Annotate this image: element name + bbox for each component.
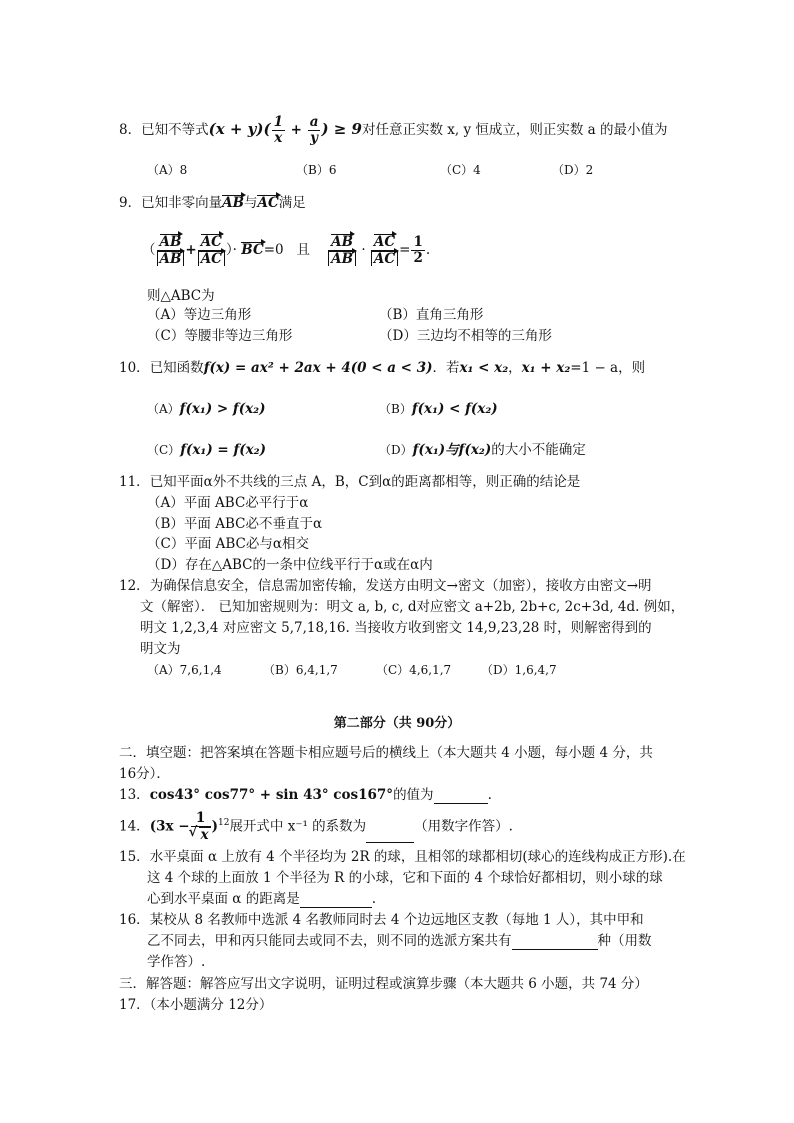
q11-option-a: （A）平面 ABC必平行于α [147, 495, 309, 511]
q9-condition: （ $\frac{AB}{AB}$ + $\frac{AC}{AC}$ ）· BC=0 且 $\frac{AB}{AB}$ · $\frac{AC}{AC}$ = $\frac{1}{2}$ . [142, 234, 431, 267]
q11-option-b: （B）平面 ABC必不垂直于α [147, 516, 323, 532]
q12-option-c: （C）4,6,1,7 [376, 663, 452, 677]
question-10: 10．已知函数f(x) = ax² + 2ax + 4(0 < a < 3)．若x₁ < x₂，x₁ + x₂=1 − a，则 [119, 360, 646, 376]
question-9: 9．已知非零向量AB与AC满足 [119, 195, 306, 211]
q15-line-2: 这 4 个球的上面放 1 个半径为 R 的小球，它和下面的 4 个球恰好都相切，则小球的球 [147, 870, 663, 886]
vector-bc: BC [241, 242, 264, 258]
q10-option-d: （D）f(x₁)与f(x₂)的大小不能确定 [379, 442, 586, 458]
question-17: 17．（本小题满分 12分） [119, 997, 273, 1013]
answer-blank[interactable] [366, 828, 414, 843]
question-16: 16．某校从 8 名教师中选派 4 名教师同时去 4 个边远地区支教（每地 1 人），其中甲和 [119, 912, 644, 928]
q11-option-c: （C）平面 ABC必与α相交 [147, 536, 309, 552]
fraction-a-over-y: $\frac{a}{y}$ [309, 114, 319, 146]
question-14: 14．(3x − 1 √ x )$^{12}$展开式中 x⁻¹ 的系数为 （用数字作答）. [119, 811, 513, 843]
unit-vector-ac-2: $\frac{AC}{AC}$ [371, 234, 398, 267]
unit-vector-ab: $\frac{AB}{AB}$ [157, 234, 185, 267]
vector-ab: AB [222, 195, 244, 211]
fill-in-instructions: 二．填空题：把答案填在答题卡相应题号后的横线上（本大题共 4 小题，每小题 4 分，共 [119, 745, 653, 761]
unit-vector-ac: $\frac{AC}{AC}$ [198, 234, 225, 267]
question-text: 对任意正实数 x, y 恒成立，则正实数 a 的最小值为 [361, 122, 668, 138]
q16-line-3: 学作答）. [147, 954, 206, 970]
part-two-heading: 第二部分（共 90分） [333, 716, 461, 731]
fraction-one-half: $\frac{1}{2}$ [413, 234, 423, 266]
q12-option-b: （B）6,4,1,7 [263, 663, 338, 677]
q16-line-2: 乙不同去，甲和丙只能同去或同不去，则不同的选派方案共有 种（用数 [147, 933, 652, 949]
vector-ac: AC [257, 195, 279, 211]
fill-in-instructions-2: 16分）． [119, 766, 170, 782]
q15-line-3: 心到水平桌面 α 的距离是 . [147, 891, 376, 907]
q12-line-2: 文（解密）． 已知加密规则为：明文 a, b, c, d对应密文 a+2b, 2b+c, 2c+3d, 4d. 例如， [140, 599, 685, 615]
answer-blank[interactable] [300, 893, 372, 908]
q9-option-d: （D）三边均不相等的三角形 [379, 328, 552, 344]
q9-then: 则△ABC为 [147, 288, 215, 304]
question-13: 13．cos43° cos77° + sin 43° cos167°的值为 . [119, 787, 492, 803]
question-12: 12．为确保信息安全，信息需加密传输，发送方由明文→密文（加密），接收方由密文→明 [119, 578, 652, 594]
function-definition: f(x) = ax² + 2ax + 4(0 < a < 3) [203, 360, 433, 376]
question-text: 已知不等式 [141, 122, 209, 138]
inequality-part: ) ≥ 9 [321, 120, 362, 138]
unit-vector-ab-2: $\frac{AB}{AB}$ [328, 234, 356, 267]
q10-option-c: （C）f(x₁) = f(x₂) [147, 442, 266, 458]
q12-option-d: （D）1,6,4,7 [481, 663, 557, 677]
question-15: 15．水平桌面 α 上放有 4 个半径均为 2R 的球，且相邻的球都相切(球心的连线构成正方形).在 [119, 849, 686, 865]
answer-blank[interactable] [434, 789, 488, 804]
answer-blank[interactable] [512, 935, 598, 950]
q8-option-b: （B）6 [296, 163, 337, 177]
q9-option-b: （B）直角三角形 [379, 307, 484, 323]
q8-option-d: （D）2 [552, 163, 594, 177]
question-number: 8． [119, 122, 142, 138]
q9-option-c: （C）等腰非等边三角形 [147, 328, 293, 344]
q9-option-a: （A）等边三角形 [147, 307, 252, 323]
question-8: 8．已知不等式(x + y)( $\frac{1}{x}$ + $\frac{a}{y}$ ) ≥ 9对任意正实数 x, y 恒成立，则正实数 a 的最小值为 [119, 114, 668, 146]
inequality-part: (x + y)( [208, 120, 271, 138]
q10-option-a: （A）f(x₁) > f(x₂) [147, 401, 266, 417]
q12-line-3: 明文 1,2,3,4 对应密文 5,7,18,16. 当接收方收到密文 14,9,23,28 时，则解密得到的 [140, 620, 652, 636]
q12-line-4: 明文为 [140, 641, 181, 657]
fraction-1-over-x: $\frac{1}{x}$ [273, 114, 283, 146]
q10-option-b: （B）f(x₁) < f(x₂) [379, 401, 498, 417]
q8-option-c: （C）4 [440, 163, 481, 177]
q12-option-a: （A）7,6,1,4 [147, 663, 222, 677]
q11-option-d: （D）存在△ABC的一条中位线平行于α或在α内 [147, 557, 433, 573]
fraction-one-over-root-x: 1 √ x [191, 811, 211, 843]
solve-instructions: 三．解答题：解答应写出文字说明，证明过程或演算步骤（本大题共 6 小题，共 74 分） [119, 976, 648, 992]
question-11: 11．已知平面α外不共线的三点 A，B，C到α的距离都相等，则正确的结论是 [119, 474, 581, 490]
q8-option-a: （A）8 [147, 163, 188, 177]
